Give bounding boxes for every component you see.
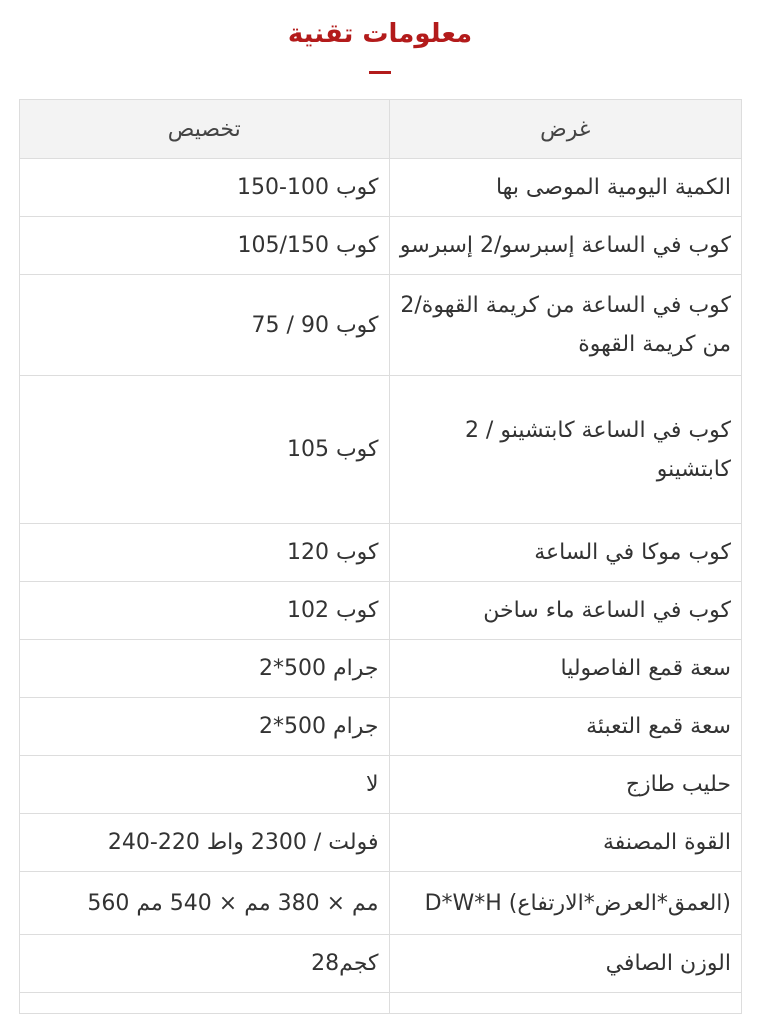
- purpose-cell: كوب في الساعة كابتشينو / 2 كابتشينو: [389, 376, 742, 524]
- purpose-cell: [389, 993, 742, 1014]
- purpose-cell: كوب في الساعة ماء ساخن: [389, 582, 742, 640]
- spec-cell: كوب 90 / 75: [20, 275, 390, 376]
- table-row: [20, 217, 742, 275]
- spec-cell: كوب 105: [20, 376, 390, 524]
- title-underline: [369, 71, 391, 74]
- purpose-cell: سعة قمع الفاصوليا: [389, 640, 742, 698]
- table-row: [20, 993, 742, 1014]
- spec-cell: فولت / 2300 واط 220-240: [20, 814, 390, 872]
- technical-specs-table: [19, 99, 742, 1014]
- spec-cell: لا: [20, 756, 390, 814]
- spec-cell: كوب 105/150: [20, 217, 390, 275]
- table-row: [20, 376, 742, 524]
- spec-cell: جرام 500*2: [20, 640, 390, 698]
- table-row: [20, 814, 742, 872]
- spec-cell: [20, 993, 390, 1014]
- spec-cell: جرام 500*2: [20, 698, 390, 756]
- table-row: [20, 935, 742, 993]
- table-row: [20, 582, 742, 640]
- purpose-cell: الكمية اليومية الموصى بها: [389, 159, 742, 217]
- header-spec: تخصيص: [20, 100, 390, 159]
- table-header-row: [20, 100, 742, 159]
- purpose-cell: سعة قمع التعبئة: [389, 698, 742, 756]
- spec-cell: كوب 102: [20, 582, 390, 640]
- header-purpose: غرض: [389, 100, 742, 159]
- purpose-cell: القوة المصنفة: [389, 814, 742, 872]
- table-row: [20, 872, 742, 935]
- table-row: [20, 524, 742, 582]
- purpose-cell: حليب طازج: [389, 756, 742, 814]
- table-row: [20, 275, 742, 376]
- table-row: [20, 159, 742, 217]
- purpose-cell: الوزن الصافي: [389, 935, 742, 993]
- table-row: [20, 698, 742, 756]
- spec-cell: مم × 380 مم × 540 مم 560: [20, 872, 390, 935]
- page-title: معلومات تقنية: [287, 19, 473, 49]
- purpose-cell: كوب في الساعة من كريمة القهوة/2 من كريمة القهوة: [389, 275, 742, 376]
- spec-cell: كوب 120: [20, 524, 390, 582]
- purpose-cell: كوب موكا في الساعة: [389, 524, 742, 582]
- table-row: [20, 756, 742, 814]
- table-row: [20, 640, 742, 698]
- spec-cell: كجم28: [20, 935, 390, 993]
- spec-cell: كوب 100-150: [20, 159, 390, 217]
- purpose-cell: كوب في الساعة إسبرسو/2 إسبرسو: [389, 217, 742, 275]
- purpose-cell: (العمق*العرض*الارتفاع) D*W*H: [389, 872, 742, 935]
